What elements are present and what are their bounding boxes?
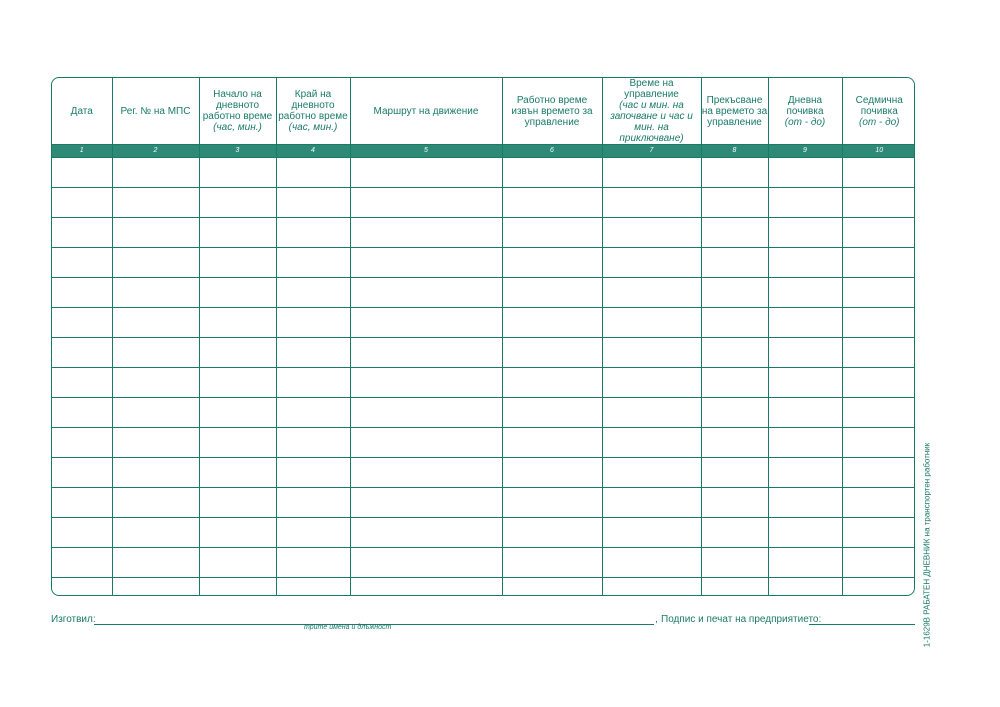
column-title: Седмична почивка — [855, 94, 903, 117]
entry-cell[interactable] — [768, 338, 842, 368]
entry-cell[interactable] — [768, 248, 842, 278]
entry-cell[interactable] — [350, 518, 502, 548]
entry-cell[interactable] — [842, 428, 915, 458]
entry-cell[interactable] — [350, 458, 502, 488]
entry-cell[interactable] — [602, 488, 701, 518]
entry-cell[interactable] — [199, 158, 276, 188]
entry-cell[interactable] — [52, 218, 112, 248]
column-header-4 — [276, 78, 350, 145]
entry-cell[interactable] — [350, 308, 502, 338]
entry-cell[interactable] — [52, 278, 112, 308]
entry-cell[interactable] — [199, 488, 276, 518]
entry-cell[interactable] — [842, 398, 915, 428]
entry-cell[interactable] — [52, 458, 112, 488]
signature-stamp-line[interactable] — [809, 624, 915, 625]
entry-cell[interactable] — [842, 488, 915, 518]
column-title: Дневна почивка — [786, 94, 824, 117]
entry-cell[interactable] — [276, 488, 350, 518]
entry-cell[interactable] — [768, 158, 842, 188]
entry-cell[interactable] — [276, 548, 350, 578]
entry-cell[interactable] — [768, 398, 842, 428]
entry-cell[interactable] — [602, 308, 701, 338]
entry-cell[interactable] — [276, 188, 350, 218]
entry-cell[interactable] — [502, 518, 602, 548]
entry-cell[interactable] — [112, 218, 199, 248]
form-code-side-text — [922, 442, 932, 648]
table-body — [52, 158, 915, 597]
entry-cell[interactable] — [701, 308, 768, 338]
entry-cell[interactable] — [842, 188, 915, 218]
entry-cell[interactable] — [502, 548, 602, 578]
form-footer — [51, 610, 915, 634]
entry-cell[interactable] — [842, 578, 915, 597]
entry-cell[interactable] — [199, 578, 276, 597]
column-header-9 — [768, 78, 842, 145]
table-row — [52, 488, 915, 518]
entry-cell[interactable] — [842, 368, 915, 398]
entry-cell[interactable] — [199, 248, 276, 278]
entry-cell[interactable] — [52, 488, 112, 518]
column-title: Време на управление — [624, 78, 679, 100]
column-number: 7 — [602, 145, 701, 158]
entry-cell[interactable] — [350, 188, 502, 218]
journal-table — [52, 78, 915, 596]
entry-cell[interactable] — [276, 398, 350, 428]
column-subtitle: (час и мин. на започване и час и мин. на приключване) — [610, 100, 693, 144]
entry-cell[interactable] — [502, 278, 602, 308]
table-row — [52, 308, 915, 338]
entry-cell[interactable] — [276, 518, 350, 548]
entry-cell[interactable] — [350, 158, 502, 188]
entry-cell[interactable] — [842, 218, 915, 248]
table-row — [52, 338, 915, 368]
column-number: 5 — [350, 145, 502, 158]
entry-cell[interactable] — [350, 398, 502, 428]
entry-cell[interactable] — [52, 338, 112, 368]
column-header-10 — [842, 78, 915, 145]
entry-cell[interactable] — [602, 278, 701, 308]
column-header-3 — [199, 78, 276, 145]
column-title: Дата — [70, 105, 93, 117]
column-number: 9 — [768, 145, 842, 158]
form-code-text: 1-1629В РАБАТЕН ДНЕВНИК на транспортен работник — [922, 442, 932, 648]
entry-cell[interactable] — [842, 278, 915, 308]
entry-cell[interactable] — [842, 518, 915, 548]
entry-cell[interactable] — [112, 518, 199, 548]
entry-cell[interactable] — [276, 428, 350, 458]
entry-cell[interactable] — [199, 368, 276, 398]
column-title: Рег. № на МПС — [120, 105, 191, 117]
entry-cell[interactable] — [602, 248, 701, 278]
table-row — [52, 158, 915, 188]
entry-cell[interactable] — [112, 368, 199, 398]
table-row — [52, 428, 915, 458]
entry-cell[interactable] — [602, 518, 701, 548]
entry-cell[interactable] — [350, 428, 502, 458]
entry-cell[interactable] — [350, 338, 502, 368]
entry-cell[interactable] — [112, 488, 199, 518]
entry-cell[interactable] — [768, 518, 842, 548]
entry-cell[interactable] — [350, 548, 502, 578]
footer-comma: , — [655, 614, 658, 625]
entry-cell[interactable] — [112, 398, 199, 428]
entry-cell[interactable] — [52, 188, 112, 218]
entry-cell[interactable] — [768, 488, 842, 518]
column-number-row — [52, 145, 915, 158]
entry-cell[interactable] — [350, 368, 502, 398]
column-title: Прекъсване на времето за управление — [701, 94, 768, 128]
entry-cell[interactable] — [502, 158, 602, 188]
entry-cell[interactable] — [199, 548, 276, 578]
column-header-7 — [602, 78, 701, 145]
entry-cell[interactable] — [842, 158, 915, 188]
entry-cell[interactable] — [52, 578, 112, 597]
entry-cell[interactable] — [350, 278, 502, 308]
entry-cell[interactable] — [768, 218, 842, 248]
entry-cell[interactable] — [502, 188, 602, 218]
entry-cell[interactable] — [52, 248, 112, 278]
entry-cell[interactable] — [602, 548, 701, 578]
entry-cell[interactable] — [276, 338, 350, 368]
entry-cell[interactable] — [768, 458, 842, 488]
entry-cell[interactable] — [842, 458, 915, 488]
entry-cell[interactable] — [768, 428, 842, 458]
entry-cell[interactable] — [52, 158, 112, 188]
entry-cell[interactable] — [112, 158, 199, 188]
column-header-1 — [52, 78, 112, 145]
entry-cell[interactable] — [112, 188, 199, 218]
signature-stamp-label: Подпис и печат на предприятието: — [661, 614, 822, 625]
column-header-6 — [502, 78, 602, 145]
entry-cell[interactable] — [842, 548, 915, 578]
column-subtitle: (час, мин.) — [288, 122, 338, 133]
entry-cell[interactable] — [52, 428, 112, 458]
table-row — [52, 218, 915, 248]
entry-cell[interactable] — [768, 368, 842, 398]
entry-cell[interactable] — [350, 578, 502, 597]
column-subtitle: (от - до) — [858, 116, 900, 128]
entry-cell[interactable] — [602, 338, 701, 368]
entry-cell[interactable] — [701, 548, 768, 578]
table-row — [52, 278, 915, 308]
column-number: 1 — [52, 145, 112, 158]
table-row — [52, 518, 915, 548]
entry-cell[interactable] — [768, 578, 842, 597]
table-row — [52, 368, 915, 398]
entry-cell[interactable] — [199, 518, 276, 548]
entry-cell[interactable] — [602, 188, 701, 218]
entry-cell[interactable] — [52, 308, 112, 338]
entry-cell[interactable] — [502, 308, 602, 338]
table-row — [52, 188, 915, 218]
column-title: Маршрут на движение — [373, 105, 479, 117]
entry-cell[interactable] — [701, 218, 768, 248]
column-title: Край на дневното работно време — [278, 89, 348, 122]
entry-cell[interactable] — [602, 158, 701, 188]
entry-cell[interactable] — [52, 518, 112, 548]
entry-cell[interactable] — [112, 578, 199, 597]
entry-cell[interactable] — [502, 398, 602, 428]
table-row — [52, 548, 915, 578]
entry-cell[interactable] — [276, 368, 350, 398]
column-header-5 — [350, 78, 502, 145]
entry-cell[interactable] — [701, 368, 768, 398]
entry-cell[interactable] — [350, 488, 502, 518]
entry-cell[interactable] — [112, 458, 199, 488]
column-number: 10 — [842, 145, 915, 158]
entry-cell[interactable] — [842, 308, 915, 338]
entry-cell[interactable] — [199, 188, 276, 218]
entry-cell[interactable] — [602, 428, 701, 458]
column-number: 4 — [276, 145, 350, 158]
entry-cell[interactable] — [701, 518, 768, 548]
entry-cell[interactable] — [701, 458, 768, 488]
entry-cell[interactable] — [842, 338, 915, 368]
entry-cell[interactable] — [276, 158, 350, 188]
entry-cell[interactable] — [502, 458, 602, 488]
entry-cell[interactable] — [701, 578, 768, 597]
entry-cell[interactable] — [602, 398, 701, 428]
entry-cell[interactable] — [199, 398, 276, 428]
entry-cell[interactable] — [768, 188, 842, 218]
entry-cell[interactable] — [602, 368, 701, 398]
entry-cell[interactable] — [701, 398, 768, 428]
entry-cell[interactable] — [276, 218, 350, 248]
entry-cell[interactable] — [842, 248, 915, 278]
entry-cell[interactable] — [701, 428, 768, 458]
entry-cell[interactable] — [112, 278, 199, 308]
journal-table-frame — [51, 77, 915, 596]
entry-cell[interactable] — [350, 218, 502, 248]
entry-cell[interactable] — [701, 338, 768, 368]
entry-cell[interactable] — [112, 428, 199, 458]
entry-cell[interactable] — [350, 248, 502, 278]
prepared-by-label: Изготвил: — [51, 614, 96, 625]
column-number: 3 — [199, 145, 276, 158]
entry-cell[interactable] — [52, 368, 112, 398]
entry-cell[interactable] — [199, 218, 276, 248]
entry-cell[interactable] — [276, 248, 350, 278]
entry-cell[interactable] — [112, 548, 199, 578]
entry-cell[interactable] — [276, 578, 350, 597]
entry-cell[interactable] — [112, 248, 199, 278]
entry-cell[interactable] — [276, 308, 350, 338]
entry-cell[interactable] — [199, 458, 276, 488]
entry-cell[interactable] — [701, 248, 768, 278]
entry-cell[interactable] — [112, 308, 199, 338]
table-row — [52, 398, 915, 428]
entry-cell[interactable] — [502, 338, 602, 368]
entry-cell[interactable] — [52, 548, 112, 578]
column-title: Начало на дневното работно време — [202, 89, 273, 122]
entry-cell[interactable] — [199, 338, 276, 368]
table-row — [52, 248, 915, 278]
entry-cell[interactable] — [502, 248, 602, 278]
column-number: 6 — [502, 145, 602, 158]
table-row — [52, 578, 915, 597]
entry-cell[interactable] — [199, 278, 276, 308]
entry-cell[interactable] — [701, 278, 768, 308]
column-header-8 — [701, 78, 768, 145]
entry-cell[interactable] — [52, 398, 112, 428]
entry-cell[interactable] — [602, 458, 701, 488]
entry-cell[interactable] — [502, 488, 602, 518]
table-row — [52, 458, 915, 488]
entry-cell[interactable] — [112, 338, 199, 368]
entry-cell[interactable] — [502, 218, 602, 248]
entry-cell[interactable] — [602, 218, 701, 248]
entry-cell[interactable] — [768, 278, 842, 308]
entry-cell[interactable] — [276, 278, 350, 308]
column-number: 8 — [701, 145, 768, 158]
entry-cell[interactable] — [502, 368, 602, 398]
entry-cell[interactable] — [199, 428, 276, 458]
entry-cell[interactable] — [768, 548, 842, 578]
entry-cell[interactable] — [276, 458, 350, 488]
column-subtitle: (от - до) — [784, 116, 826, 128]
header-row — [52, 78, 915, 145]
entry-cell[interactable] — [768, 308, 842, 338]
entry-cell[interactable] — [502, 578, 602, 597]
column-subtitle: (час, мин.) — [213, 122, 262, 133]
entry-cell[interactable] — [199, 308, 276, 338]
column-number: 2 — [112, 145, 199, 158]
entry-cell[interactable] — [701, 188, 768, 218]
column-title: Работно време извън времето за управление — [511, 94, 593, 128]
entry-cell[interactable] — [602, 578, 701, 597]
prepared-by-hint: трите имена и длъжност — [304, 624, 392, 631]
column-header-2 — [112, 78, 199, 145]
entry-cell[interactable] — [701, 158, 768, 188]
entry-cell[interactable] — [502, 428, 602, 458]
entry-cell[interactable] — [701, 488, 768, 518]
